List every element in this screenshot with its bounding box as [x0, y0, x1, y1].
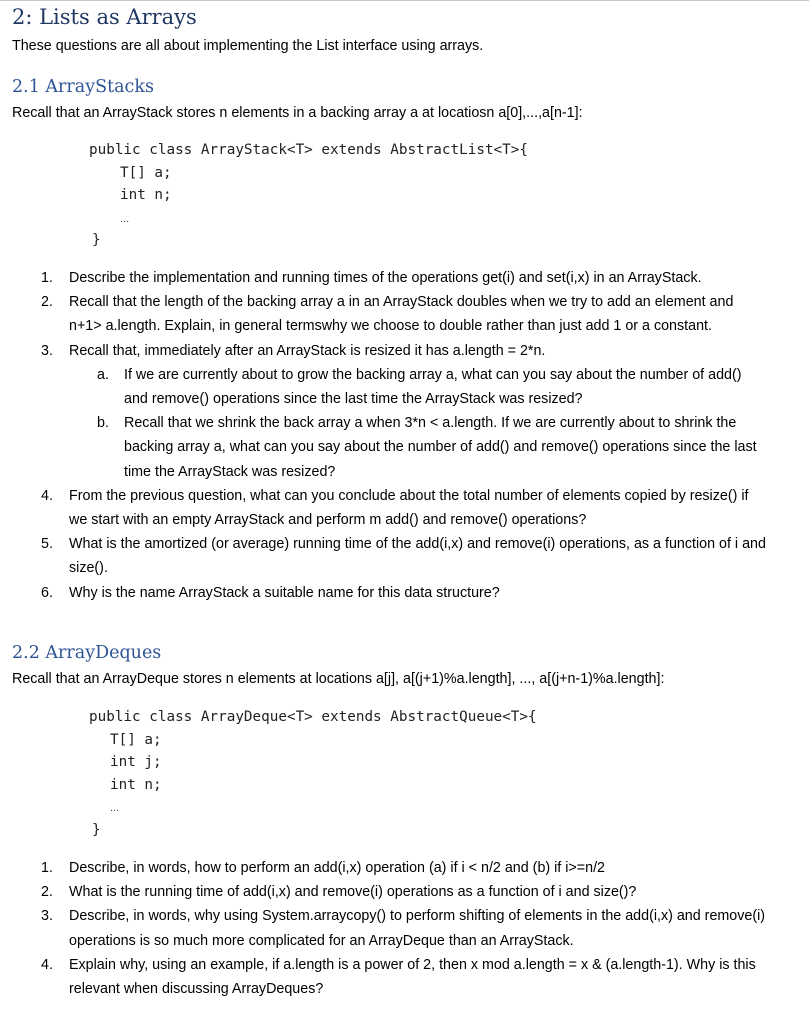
question-list-arraystacks [0, 266, 769, 605]
sub-question-item [69, 411, 769, 484]
question-text: Describe, in words, how to perform an add(i,x) operation (a) if i < n/2 and (b) if i>=n/2 [69, 860, 605, 876]
question-number: 1. [41, 860, 53, 876]
question-text: From the previous question, what can you conclude about the total number of elements copied by resize() if we start with an empty ArrayStack and perform m add() and remove() operations? [69, 487, 749, 529]
code-line: public class ArrayDeque<T> extends AbstractQueue<T>{ [89, 709, 537, 725]
intro-text: These questions are all about implementing the List interface using arrays. [12, 38, 484, 54]
question-text: What is the running time of add(i,x) and remove(i) operations as a function of i and size()? [69, 884, 637, 901]
section-lead-arraystacks: Recall that an ArrayStack stores n elements in a backing array a at locatiosn a[0],...,a[n-1]: [12, 105, 583, 121]
question-number: 4. [41, 956, 53, 973]
question-number: 3. [41, 908, 53, 925]
question-item [0, 290, 769, 338]
code-ellipsis: ... [110, 802, 120, 814]
question-item [0, 339, 769, 484]
section-heading-arraystacks: 2.1 ArrayStacks [12, 77, 154, 97]
question-item [0, 266, 769, 290]
question-item [0, 904, 769, 952]
code-ellipsis: ... [120, 212, 130, 225]
question-item [0, 856, 769, 880]
code-line: } [92, 821, 101, 838]
question-number: 4. [41, 487, 53, 504]
sub-question-letter: b. [97, 415, 109, 432]
code-block-arraystack [89, 139, 528, 252]
question-item [0, 484, 769, 532]
question-number: 5. [41, 536, 53, 553]
code-block-arraydeque [89, 706, 537, 841]
question-number: 2. [41, 294, 53, 311]
sub-question-list [69, 363, 769, 484]
code-line: int n; [120, 187, 172, 203]
code-line: int j; [110, 754, 162, 770]
question-text: Recall that, immediately after an ArrayStack is resized it has a.length = 2*n. [69, 342, 546, 359]
sub-question-text: Recall that we shrink the back array a when 3*n < a.length. If we are currently about to shrink the backing array a, what can you say about the number of add() and remove() operations since the last time the ArrayStack was resized? [124, 415, 757, 480]
code-line: T[] a; [110, 731, 162, 748]
question-text: Why is the name ArrayStack a suitable name for this data structure? [69, 584, 500, 601]
question-text: Explain why, using an example, if a.length is a power of 2, then x mod a.length = x & (a.length-1). Why is this relevant when discussing ArrayDeques? [69, 956, 756, 998]
code-line: T[] a; [120, 164, 172, 181]
sub-question-item [69, 363, 769, 411]
document-page [0, 1, 809, 1025]
code-line: public class ArrayStack<T> extends AbstractList<T>{ [89, 142, 528, 158]
sub-question-letter: a. [97, 366, 109, 383]
question-number: 1. [41, 270, 53, 286]
section-lead-arraydeques: Recall that an ArrayDeque stores n elements at locations a[j], a[(j+1)%a.length], ..., a[(j+n-1)%a.length]: [12, 671, 665, 687]
question-item [0, 880, 769, 904]
code-line: int n; [110, 776, 162, 793]
question-text: What is the amortized (or average) running time of the add(i,x) and remove(i) operations, as a function of i and size(). [69, 536, 766, 577]
question-item [0, 532, 769, 580]
question-text: Describe, in words, why using System.arraycopy() to perform shifting of elements in the add(i,x) and remove(i) operations is so much more complicated for an ArrayDeque than an ArrayStack. [69, 908, 766, 949]
code-line: } [92, 232, 101, 248]
question-text: Recall that the length of the backing array a in an ArrayStack doubles when we try to add an element and n+1> a.length. Explain, in general termswhy we choose to double rather than just add 1 or a constant. [69, 294, 734, 335]
sub-question-text: If we are currently about to grow the backing array a, what can you say about the number of add() and remove() operations since the last time the ArrayStack was resized? [124, 366, 742, 408]
question-item [0, 581, 769, 605]
question-number: 6. [41, 584, 53, 601]
page-title: 2: Lists as Arrays [12, 5, 197, 29]
section-heading-arraydeques: 2.2 ArrayDeques [12, 643, 162, 663]
question-text: Describe the implementation and running times of the operations get(i) and set(i,x) in an ArrayStack. [69, 270, 702, 286]
question-number: 2. [41, 884, 53, 901]
question-item [0, 953, 769, 1001]
question-list-arraydeques [0, 856, 769, 1001]
question-number: 3. [41, 342, 53, 359]
